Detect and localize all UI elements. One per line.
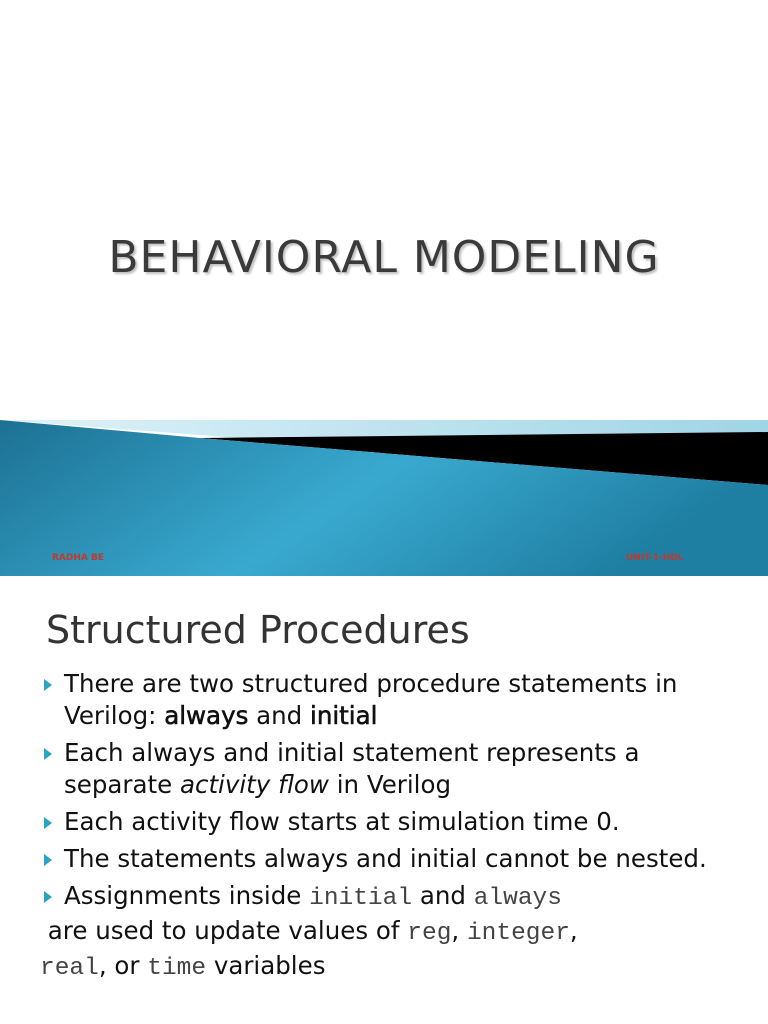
code-reg: reg — [407, 920, 452, 947]
slide-title: BEHAVIORAL MODELING — [108, 232, 660, 283]
code-initial: initial — [309, 885, 413, 912]
decorative-band — [0, 410, 768, 576]
code-time: time — [147, 955, 207, 982]
keyword-always: always — [164, 701, 249, 730]
bullet-arrow-icon — [44, 679, 52, 691]
bullet-item: Assignments inside initial and always are used to update values of reg, integer, real, or time variables — [40, 881, 578, 982]
footer-unit: UNIT-1-HDL — [626, 553, 684, 563]
bullet-arrow-icon — [44, 817, 52, 829]
bullet-item: Each always and initial statement represents a separate activity flow in Verilog — [40, 737, 730, 801]
bullet-item: There are two structured procedure statements in Verilog: always and initial — [40, 668, 730, 732]
footer-author: RADHA BE — [52, 553, 105, 563]
bullet-item: Each activity flow starts at simulation time 0. — [40, 806, 730, 838]
bullet-arrow-icon — [44, 854, 52, 866]
section-title: Structured Procedures — [46, 608, 470, 652]
content-slide — [0, 576, 768, 1024]
code-real: real — [40, 955, 99, 982]
bullet-list — [40, 668, 730, 990]
code-always: always — [473, 885, 562, 912]
bullet-arrow-icon — [44, 891, 52, 903]
bullet-item: The statements always and initial cannot be nested. — [40, 843, 730, 875]
emphasis-activity-flow: activity flow — [179, 770, 329, 799]
keyword-initial: initial — [310, 701, 378, 730]
bullet-arrow-icon — [44, 748, 52, 760]
code-integer: integer — [466, 920, 570, 947]
